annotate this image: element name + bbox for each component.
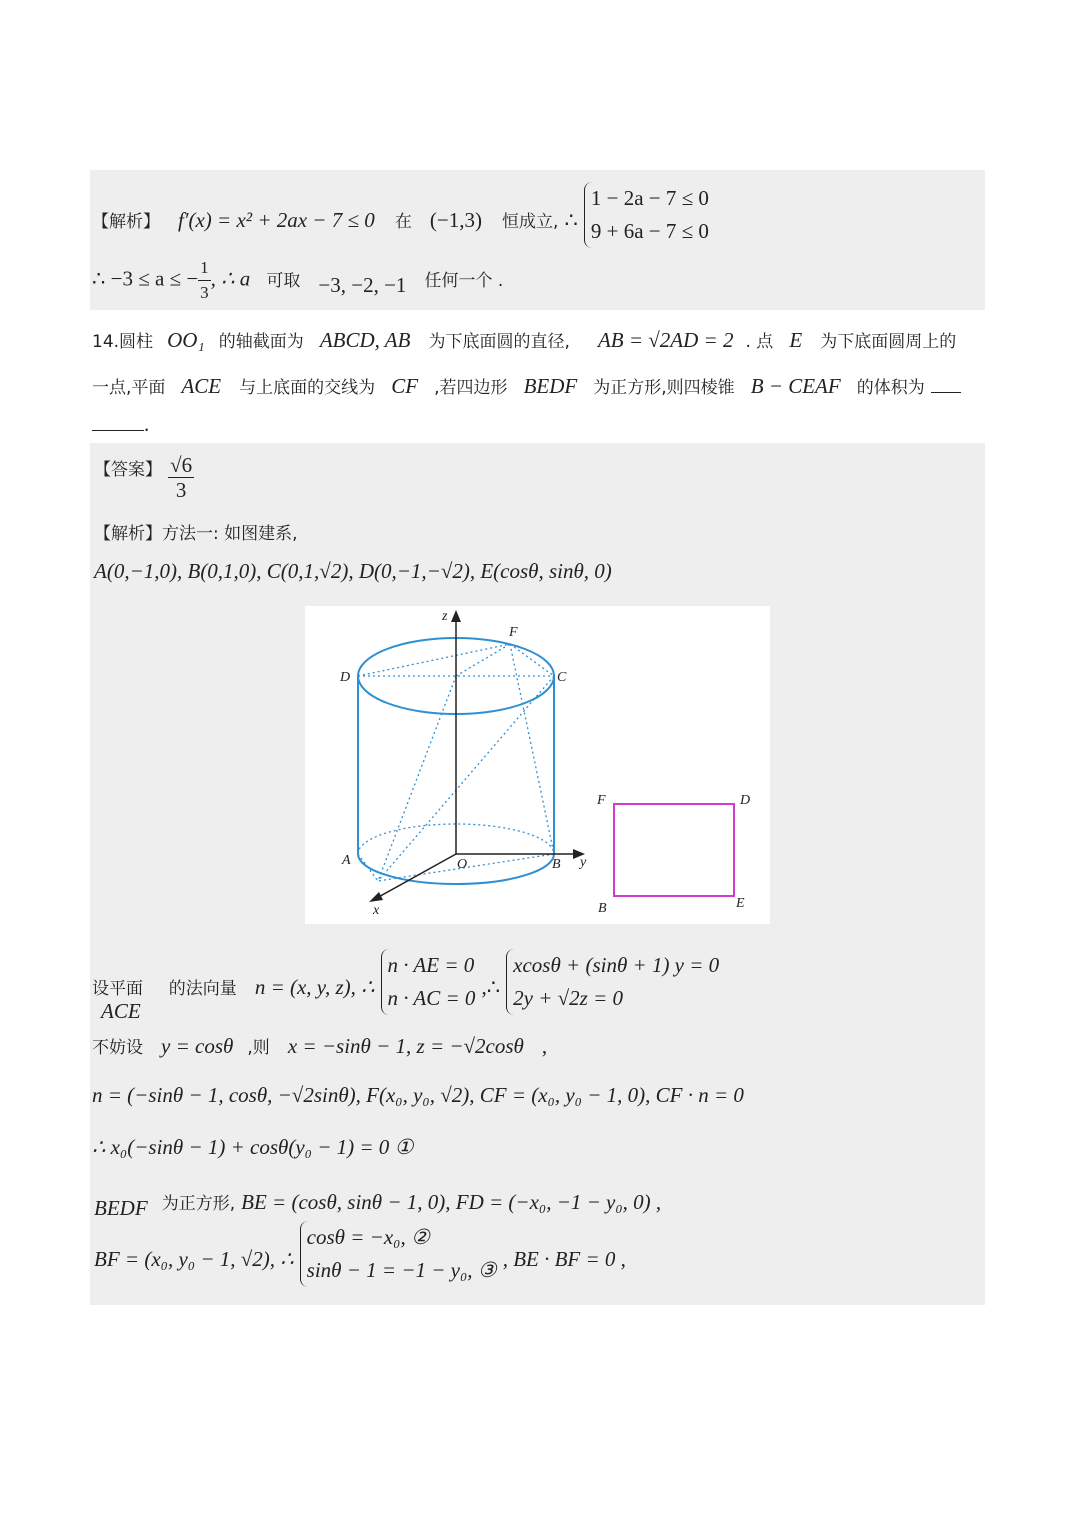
x-axis [375, 854, 456, 899]
math-abcd: ABCD, AB [319, 328, 411, 352]
label-x: x [373, 903, 380, 918]
fraction-one-third [198, 256, 211, 305]
math-cf: CF [391, 374, 419, 398]
bottom-front-arc [358, 854, 554, 884]
label-F: F [509, 625, 518, 640]
label-square-F: F [597, 793, 606, 808]
math-ab-eq: AB = √2AD = 2 [597, 328, 734, 352]
assume-line [92, 1033, 547, 1059]
eq-2: cosθ = −x₀, ② [306, 1225, 430, 1249]
text-square: 为正方形, [161, 1194, 236, 1214]
analysis-tag: 【解析】 [92, 212, 160, 232]
bf-eq: BF = (x₀, y₀ − 1, √2), ∴ [94, 1247, 294, 1271]
derivative-formula: f′(x) = x² + 2ax − 7 ≤ 0 [178, 208, 375, 232]
eq-n-ac: n · AC = 0 [387, 986, 476, 1010]
question-number: 14.圆柱 [92, 332, 154, 352]
normal-system-2 [506, 949, 719, 1015]
inequality-system [584, 182, 709, 248]
line-FB [510, 644, 554, 854]
inequality-1: 1 − 2a − 7 ≤ 0 [590, 186, 709, 210]
label-y: y [580, 855, 587, 870]
cylinder-axis: OO₁ [167, 328, 205, 352]
then-eq: x = −sinθ − 1, z = −√2cosθ [287, 1034, 524, 1058]
answer-num: √6 [170, 453, 193, 477]
equation-1-line [92, 1135, 413, 1160]
question-14-line-1 [92, 327, 956, 353]
label-B: B [552, 857, 561, 872]
assume-eq: y = cosθ [161, 1034, 234, 1058]
eq-xcos: xcosθ + (sinθ + 1) y = 0 [513, 953, 720, 977]
label-square-D: D [740, 793, 751, 808]
analysis-line-1 [92, 186, 709, 248]
label-C: C [557, 670, 567, 685]
answer-den: 3 [175, 478, 187, 502]
n-vector-line [92, 1083, 744, 1108]
math-e: E [789, 328, 803, 352]
line-O1E [378, 676, 456, 881]
n-vector-eq: n = (−sinθ − 1, cosθ, −√2sinθ), F(x₀, y₀, √2), CF = (x₀, y₀ − 1, 0), CF · n = 0 [92, 1083, 744, 1107]
line-FC [510, 644, 554, 676]
word-any: 任何一个 . [424, 270, 504, 291]
therefore-a: , ∴ a [210, 266, 251, 291]
be-bf-eq: , BE · BF = 0 , [502, 1247, 626, 1271]
label-square-B: B [598, 901, 607, 916]
math-bedf-2: BEDF [94, 1196, 148, 1220]
analysis-tag-2: 【解析】 [94, 524, 162, 544]
z-arrow [451, 610, 461, 622]
be-fd-eq: BE = (cosθ, sinθ − 1, 0), FD = (−x₀, −1 − y₀, 0) , [241, 1190, 662, 1214]
equation-1: ∴ x₀(−sinθ − 1) + cosθ(y₀ − 1) = 0 ① [92, 1135, 414, 1159]
word-holds: 恒成立, [502, 212, 559, 232]
cylinder-figure [305, 606, 770, 924]
interval: (−1,3) [429, 208, 482, 232]
text-4: 为下底面圆周上的 [820, 332, 957, 352]
eq-2y: 2y + √2z = 0 [513, 986, 624, 1010]
line-AE [358, 854, 378, 881]
text-normal: 的法向量 [168, 979, 237, 999]
text-5: 一点,平面 [92, 378, 166, 398]
text-set-plane: 设平面 [92, 979, 143, 999]
eq-n-ae: n · AE = 0 [387, 953, 475, 977]
question-14-line-3 [92, 412, 149, 437]
text-3: . 点 [745, 332, 774, 352]
math-bedf: BEDF [523, 374, 578, 398]
math-b-ceaf: B − CEAF [750, 374, 841, 398]
word-can-take: 可取 [266, 270, 301, 291]
range-expression: ∴ −3 ≤ a ≤ − [92, 266, 199, 291]
text-9: 的体积为 [856, 378, 925, 398]
text-1: 的轴截面为 [218, 332, 304, 352]
answer-fraction [168, 453, 194, 502]
label-square-E: E [736, 896, 745, 911]
figure-svg [305, 606, 770, 924]
line-CE [378, 676, 554, 881]
fraction-den: 3 [200, 283, 209, 302]
inequality-2: 9 + 6a − 7 ≤ 0 [590, 219, 709, 243]
text-2: 为下底面圆的直径, [428, 332, 570, 352]
square-line [94, 1189, 662, 1220]
normal-vector-line: 设平面 ACE 的法向量 n = (x, y, z), ∴ n · AE = 0 n · AC = 0 ,∴ xcosθ + (sinθ + 1) y = 0 2y + √2z = 0 [92, 963, 719, 1015]
method-text: 方法一: 如图建系, [162, 524, 298, 544]
question-14-line-2 [92, 373, 961, 399]
analysis-line-2 [92, 256, 503, 305]
text-8: 为正方形,则四棱锥 [593, 378, 735, 398]
bf-line [94, 1225, 626, 1287]
normal-def: n = (x, y, z), ∴ [254, 975, 375, 999]
axes [375, 616, 578, 899]
word-in: 在 [394, 212, 412, 232]
coordinates: A(0,−1,0), B(0,1,0), C(0,1,√2), D(0,−1,−√2), E(cosθ, sinθ, 0) [94, 559, 612, 583]
therefore-symbol: ∴ [564, 208, 578, 232]
square-bedf [614, 804, 734, 896]
label-A: A [342, 853, 351, 868]
eq-3: sinθ − 1 = −1 − y₀, ③ [306, 1258, 497, 1282]
text-7: ,若四边形 [434, 378, 508, 398]
answer-tag: 【答案】 [94, 459, 162, 480]
text-then: ,则 [247, 1038, 270, 1058]
comma: , [541, 1034, 548, 1058]
label-O: O [457, 857, 468, 872]
coords-line [94, 559, 612, 584]
period: . [144, 412, 150, 436]
math-ace: ACE [181, 374, 222, 398]
text-6: 与上底面的交线为 [239, 378, 376, 398]
label-z: z [442, 609, 448, 624]
answer-blank [931, 392, 961, 393]
values: −3, −2, −1 [318, 272, 407, 297]
x-arrow [369, 892, 383, 902]
solution-block-13 [90, 170, 985, 310]
line-DF [358, 644, 510, 676]
text-assume: 不妨设 [92, 1038, 143, 1058]
normal-system-1 [381, 949, 476, 1015]
answer-line [94, 453, 194, 502]
fraction-num: 1 [198, 256, 211, 281]
label-D: D [340, 670, 351, 685]
math-ace-2: ACE [101, 999, 141, 1023]
line-O1F [456, 644, 510, 676]
analysis-method-line [94, 519, 298, 544]
answer-blank-2 [92, 430, 144, 431]
bf-system [300, 1221, 497, 1287]
